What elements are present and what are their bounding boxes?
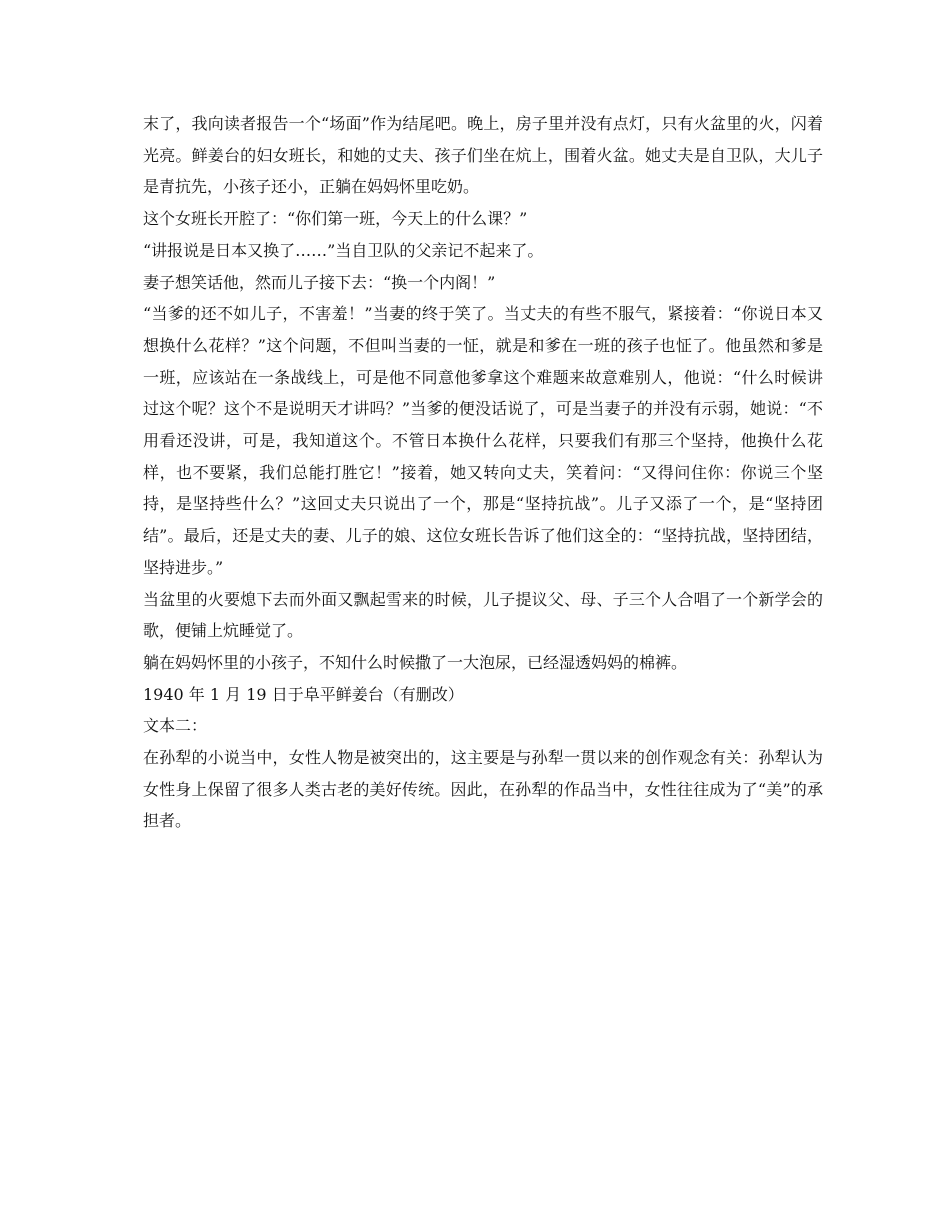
paragraph-father-answer: “讲报说是日本又换了……”当自卫队的父亲记不起来了。: [143, 240, 544, 260]
paragraph-text-two-heading: 文本二：: [143, 716, 208, 736]
paragraph-commentary: 在孙犁的小说当中，女性人物是被突出的，这主要是与孙犁一贯以来的创作观念有关：孙犁认为女性身上保留了很多人类古老的美好传统。因此，在孙犁的作品当中，女性往往成为了“美”的承担者。: [143, 748, 823, 831]
paragraph-intro: 末了，我向读者报告一个“场面”作为结尾吧。晚上，房子里并没有点灯，只有火盆里的火，闪着光亮。鲜姜台的妇女班长，和她的丈夫、孩子们坐在炕上，围着火盆。她丈夫是自卫队，大儿子是青抗先，小孩子还小，正躺在妈妈怀里吃奶。: [143, 114, 823, 197]
paragraph-question: 这个女班长开腔了：“你们第一班，今天上的什么课？”: [143, 209, 528, 229]
paragraph-dialogue: “当爹的还不如儿子，不害羞！”当妻的终于笑了。当丈夫的有些不服气，紧接着：“你说日本又想换什么花样？”这个问题，不但叫当妻的一怔，就是和爹在一班的孩子也怔了。他虽然和爹是一班，应该站在一条战线上，可是他不同意他爹拿这个难题来故意难别人，他说：“什么时候讲过这个呢？这个不是说明天才讲吗？”当爹的便没话说了，可是当妻子的并没有示弱，她说：“不用看还没讲，可是，我知道这个。不管日本换什么花样，只要我们有那三个坚持，他换什么花样，也不要紧，我们总能打胜它！”接着，她又转向丈夫，笑着问：“又得问住你：你说三个坚持，是坚持些什么？”这回丈夫只说出了一个，那是“坚持抗战”。儿子又添了一个，是“坚持团结”。最后，还是丈夫的妻、儿子的娘、这位女班长告诉了他们这全的：“坚持抗战，坚持团结，坚持进步。”: [143, 304, 823, 577]
paragraph-singing: 当盆里的火要熄下去而外面又飘起雪来的时候，儿子提议父、母、子三个人合唱了一个新学会的歌，便铺上炕睡觉了。: [143, 589, 823, 641]
paragraph-child: 躺在妈妈怀里的小孩子，不知什么时候撒了一大泡尿，已经湿透妈妈的棉裤。: [143, 652, 688, 672]
paragraph-son-answer: 妻子想笑话他，然而儿子接下去：“换一个内阁！”: [143, 272, 496, 292]
paragraph-date: 1940 年 1 月 19 日于阜平鲜姜台（有删改）: [143, 684, 464, 704]
document-page: [143, 108, 823, 837]
